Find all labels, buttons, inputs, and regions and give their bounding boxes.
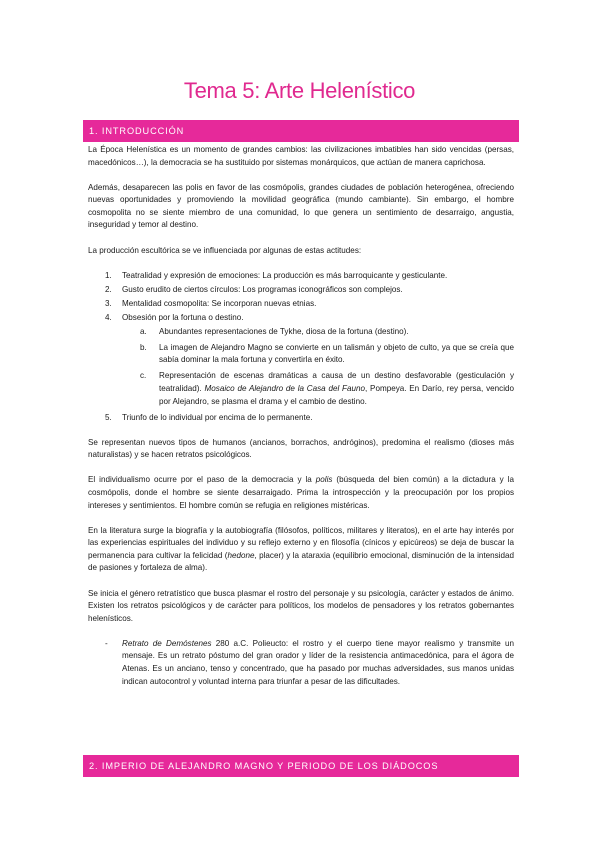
section-heading-imperio: 2. IMPERIO DE ALEJANDRO MAGNO Y PERIODO DE LOS DIÁDOCOS (83, 755, 519, 777)
paragraph: El individualismo ocurre por el paso de la democracia y la polis (búsqueda del bien común) a la dictadura y la cosmópolis, donde el hombre se siente desarraigado. Prima la introspección y la preocupación por los propios intereses y sentimientos. El hombre común se refugia en religiones mistéricas. (88, 475, 514, 510)
paragraph: La Época Helenística es un momento de grandes cambios: las civilizaciones imbatibles han sido vencidas (persas, macedónicos…), la democracia se ha sustituido por sistemas monárquicos, que actúan de manera caprichosa. (88, 145, 514, 167)
list-item: 5. Triunfo de lo individual por encima de lo permanente. (105, 412, 313, 422)
section-heading-introduccion: 1. INTRODUCCIÓN (83, 120, 519, 142)
page-title: Tema 5: Arte Helenístico (183, 78, 416, 103)
sublist-item: a. Abundantes representaciones de Tykhe, diosa de la fortuna (destino). (140, 326, 409, 336)
dash-list (88, 638, 514, 688)
list-item: 1. Teatralidad y expresión de emociones: La producción es más barroquicante y gesticulante. (105, 270, 448, 280)
list-item: - Retrato de Demóstenes 280 a.C. Polieucto: el rostro y el cuerpo tiene mayor realismo y transmite un mensaje. Es un retrato póstumo del gran orador y líder de la resistencia antimacedónica, para el ágora de Atenas. Es un anciano, tenso y concentrado, que ha pasado por muchas adversidades, sus manos unidas indican autocontrol y voluntad interna para triunfar a pesar de las dificultades. (105, 638, 514, 686)
lettered-sublist (122, 326, 514, 409)
list-item: 2. Gusto erudito de ciertos círculos: Los programas iconográficos son complejos. (105, 284, 403, 294)
list-item: 3. Mentalidad cosmopolita: Se incorporan nuevas etnias. (105, 298, 317, 308)
artwork-title: Retrato de Demóstenes (122, 638, 212, 648)
paragraph: Se representan nuevos tipos de humanos (ancianos, borrachos, andróginos), predomina el realismo (dioses más naturalistas) y se hacen retratos psicológicos. (88, 437, 514, 460)
paragraph: En la literatura surge la biografía y la autobiografía (filósofos, políticos, militares y literatos), en el arte hay interés por las experiencias espirituales del individuo y su reflejo externo y en filosofía (cínicos y epicúreos) se deja de buscar la permanencia para cultivar la felicidad (hedone, placer) y la ataraxia (equilibrio emocional, disminución de la intensidad de pasiones y fortaleza de alma). (88, 525, 514, 573)
artwork-title: Mosaico de Alejandro de la Casa del Fauno (204, 383, 366, 393)
paragraph: La producción escultórica se ve influenciada por algunas de estas actitudes: (88, 245, 362, 255)
sublist-item: c. Representación de escenas dramáticas a causa de un destino desfavorable (gesticulación y teatralidad). Mosaico de Alejandro de la Casa del Fauno, Pompeya. En Darío, rey persa, vencido por Alejandro, se plasma el drama y el cambio de destino. (140, 371, 514, 406)
paragraph: Se inicia el género retratístico que busca plasmar el rostro del personaje y su psicología, carácter y estados de ánimo. Existen los retratos psicológicos y de carácter para políticos, los modelos de pensadores y los retratos gobernantes helenísticos. (88, 588, 514, 623)
section-body-introduccion (88, 144, 514, 688)
sublist-item: b. La imagen de Alejandro Magno se convierte en un talismán y objeto de culto, ya que se creía que sabía dominar la mala fortuna y convertirla en éxito. (140, 342, 514, 365)
paragraph: Además, desaparecen las polis en favor de las cosmópolis, grandes ciudades de población heterogénea, ofreciendo nuevas oportunidades y promoviendo la movilidad geográfica (mundo cambiante). Sin embargo, el hombre cosmopolita no se siente miembro de una comunidad, lo que genera un sentimiento de desarraigo, angustia, inseguridad y temor al destino. (88, 182, 514, 230)
numbered-list (88, 270, 514, 425)
list-item: 4. Obsesión por la fortuna o destino. a. Abundantes representaciones de Tykhe, diosa de la fortuna (destino). b. La imagen de Alejandro Magno se convierte en un talismán y objeto de culto, ya que se creía que sabía dominar la mala fortuna y convertirla en éxito. c. Representación de escenas dramáticas a causa de un destino desfavorable (gesticulación y teatralidad). Mosaico de Alejandro de la Casa del Fauno, Pompeya. En Darío, rey persa, vencido por Alejandro, se plasma el drama y el cambio de destino. (88, 312, 514, 408)
